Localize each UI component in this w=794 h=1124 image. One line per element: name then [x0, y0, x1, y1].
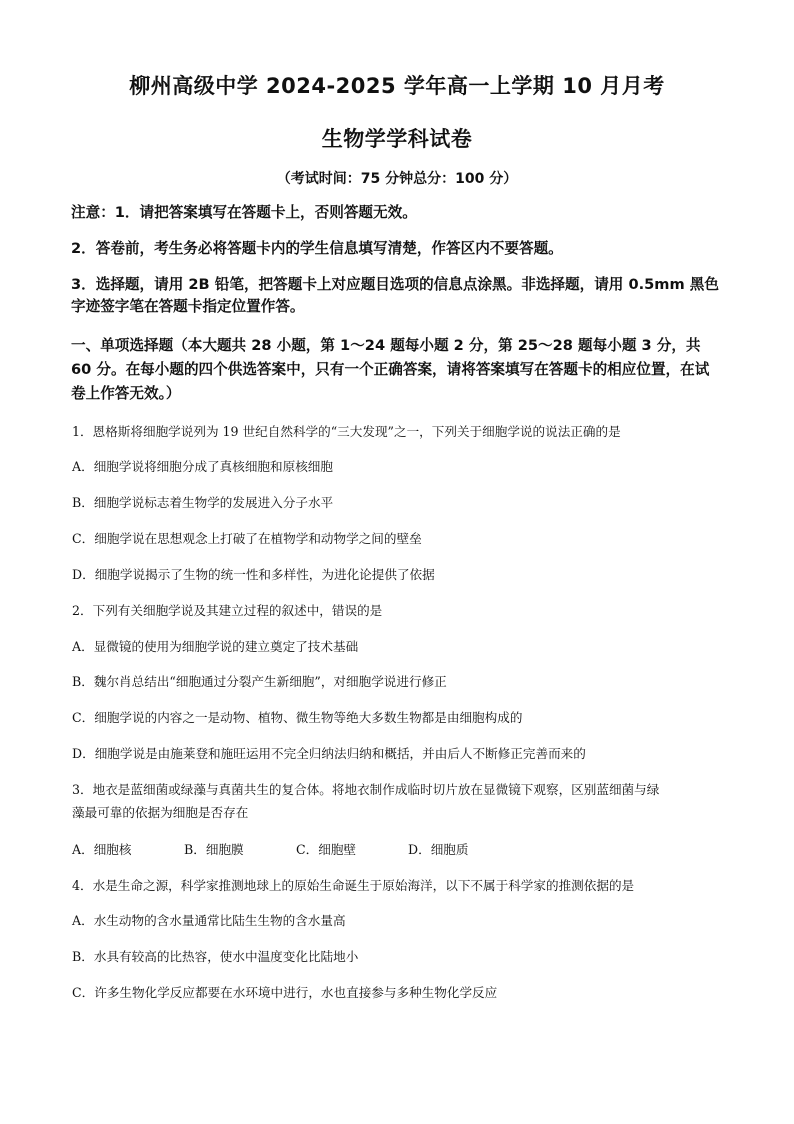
question-4-option-a: A．水生动物的含水量通常比陆生生物的含水量高: [72, 913, 346, 928]
question-2-stem: 2．下列有关细胞学说及其建立过程的叙述中，错误的是: [72, 603, 383, 618]
question-2-option-c: C．细胞学说的内容之一是动物、植物、微生物等绝大多数生物都是由细胞构成的: [72, 710, 523, 725]
question-2-option-b: B．魏尔肖总结出“细胞通过分裂产生新细胞”，对细胞学说进行修正: [72, 674, 447, 689]
question-1-option-c: C．细胞学说在思想观念上打破了在植物学和动物学之间的壁垒: [72, 531, 422, 546]
question-4-option-c: C．许多生物化学反应都要在水环境中进行，水也直接参与多种生物化学反应: [72, 985, 498, 1000]
notice-3: 3．选择题，请用 2B 铅笔，把答题卡上对应题目选项的信息点涂黑。非选择题，请用 0.5mm 黑色字迹签字笔在答题卡指定位置作答。: [71, 276, 719, 315]
question-3-option-d: D．细胞质: [408, 842, 469, 857]
notice-2: 2．答卷前，考生务必将答题卡内的学生信息填写清楚，作答区内不要答题。: [71, 240, 563, 257]
question-4-stem: 4．水是生命之源，科学家推测地球上的原始生命诞生于原始海洋，以下不属于科学家的推测依据的是: [72, 878, 635, 893]
question-2-option-a: A．显微镜的使用为细胞学说的建立奠定了技术基础: [72, 639, 359, 654]
notice-1: 注意：1．请把答案填写在答题卡上，否则答题无效。: [71, 204, 417, 221]
question-3-options: [72, 839, 492, 861]
question-3-stem-line2: 藻最可靠的依据为细胞是否存在: [72, 805, 249, 820]
question-3-option-a: A．细胞核: [72, 842, 132, 857]
question-1-option-a: A．细胞学说将细胞分成了真核细胞和原核细胞: [72, 459, 333, 474]
section-heading: 一、单项选择题（本大题共 28 小题，第 1～24 题每小题 2 分，第 25～28 题每小题 3 分，共 60 分。在每小题的四个供选答案中，只有一个正确答案，请将答案填写在答题卡的相应位置，在试卷上作答无效。）: [71, 337, 710, 402]
exam-title: 柳州高级中学 2024-2025 学年高一上学期 10 月月考: [129, 74, 665, 98]
question-1-stem: 1．恩格斯将细胞学说列为 19 世纪自然科学的“三大发现”之一，下列关于细胞学说的说法正确的是: [72, 424, 621, 439]
subject-title: 生物学学科试卷: [321, 127, 473, 151]
question-1-option-d: D．细胞学说揭示了生物的统一性和多样性，为进化论提供了依据: [72, 567, 435, 582]
question-4-option-b: B．水具有较高的比热容，使水中温度变化比陆地小: [72, 949, 359, 964]
question-3-stem-line1: 3．地衣是蓝细菌或绿藻与真菌共生的复合体。将地衣制作成临时切片放在显微镜下观察，区别蓝细菌与绿: [72, 782, 660, 797]
question-1-option-b: B．细胞学说标志着生物学的发展进入分子水平: [72, 495, 334, 510]
question-3-option-c: C．细胞壁: [296, 842, 357, 857]
question-3-option-b: B．细胞膜: [184, 842, 244, 857]
exam-info: （考试时间：75 分钟总分：100 分）: [276, 171, 518, 187]
question-2-option-d: D．细胞学说是由施莱登和施旺运用不完全归纳法归纳和概括，并由后人不断修正完善而来的: [72, 746, 586, 761]
